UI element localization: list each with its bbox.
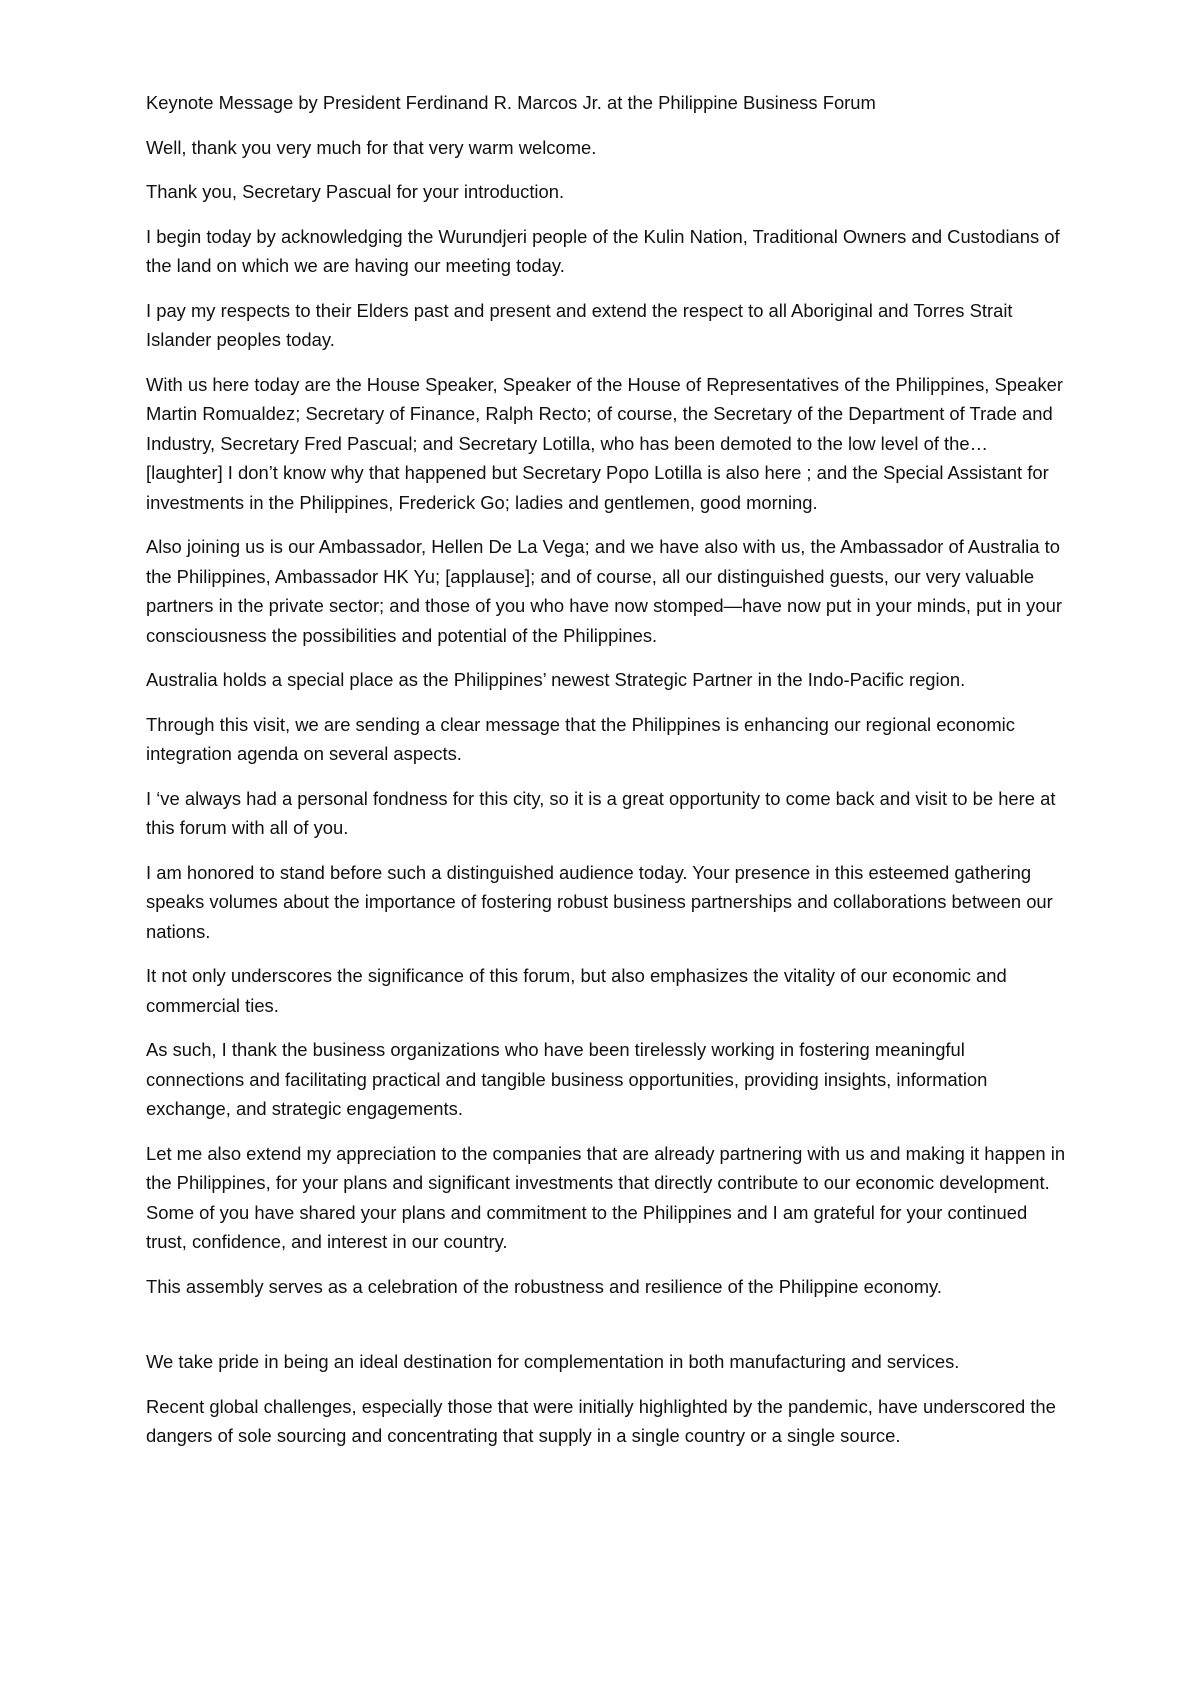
paragraph-respects: I pay my respects to their Elders past and present and extend the respect to all Aboriginal and Torres Strait Islander peoples today. — [146, 299, 1013, 350]
paragraph-thanks-pascual: Thank you, Secretary Pascual for your introduction. — [146, 181, 565, 202]
paragraph-global-challenges: Recent global challenges, especially those that were initially highlighted by the pandemic, have underscored the dangers of sole sourcing and concentrating that supply in a single country or a single source. — [146, 1395, 1056, 1446]
paragraph-business-organizations: As such, I thank the business organizations who have been tirelessly working in fostering meaningful connections and facilitating practical and tangible business opportunities, providing insights, information exchange, and strategic engagements. — [146, 1039, 988, 1119]
paragraph-acknowledgement: I begin today by acknowledging the Wurundjeri people of the Kulin Nation, Traditional Owners and Custodians of the land on which we are having our meeting today. — [146, 225, 1060, 276]
paragraph-welcome: Well, thank you very much for that very warm welcome. — [146, 136, 597, 158]
paragraph-dignitaries: With us here today are the House Speaker, Speaker of the House of Representatives of the Philippines, Speaker Martin Romualdez; Secretary of Finance, Ralph Recto; of course, the Secretary of the Department of Trade and Industry, Secretary Fred Pascual; and Secretary Lotilla, who has been demoted to the low level of the… [laughter] I don’t know why that happened but Secretary Popo Lotilla is also here ; and the Special Assistant for investments in the Philippines, Frederick Go; ladies and gentlemen, good morning. — [146, 373, 1064, 513]
paragraph-ambassadors: Also joining us is our Ambassador, Hellen De La Vega; and we have also with us, the Ambassador of Australia to the Philippines, Ambassador HK Yu; [applause]; and of course, all our distinguished guests, our very valuable partners in the private sector; and those of you who have now stomped—have now put in your minds, put in your consciousness the possibilities and potential of the Philippines. — [146, 536, 1062, 646]
document-body — [146, 88, 1066, 1451]
document-title: Keynote Message by President Ferdinand R. Marcos Jr. at the Philippine Business Forum — [146, 92, 876, 113]
paragraph-clear-message: Through this visit, we are sending a clear message that the Philippines is enhancing our regional economic integration agenda on several aspects. — [146, 713, 1015, 764]
paragraph-significance: It not only underscores the significance of this forum, but also emphasizes the vitality of our economic and commercial ties. — [146, 965, 1007, 1016]
paragraph-pride: We take pride in being an ideal destination for complementation in both manufacturing and services. — [146, 1351, 960, 1372]
paragraph-strategic-partner: Australia holds a special place as the Philippines’ newest Strategic Partner in the Indo-Pacific region. — [146, 669, 966, 690]
paragraph-appreciation: Let me also extend my appreciation to the companies that are already partnering with us and making it happen in the Philippines, for your plans and significant investments that directly contribute to our economic development. Some of you have shared your plans and commitment to the Philippines and I am grateful for your continued trust, confidence, and interest in our country. — [146, 1142, 1066, 1252]
paragraph-fondness: I ‘ve always had a personal fondness for this city, so it is a great opportunity to come back and visit to be here at this forum with all of you. — [146, 787, 1056, 838]
paragraph-honored: I am honored to stand before such a distinguished audience today. Your presence in this esteemed gathering speaks volumes about the importance of fostering robust business partnerships and collaborations between our nations. — [146, 861, 1053, 942]
paragraph-celebration: This assembly serves as a celebration of the robustness and resilience of the Philippine economy. — [146, 1275, 942, 1297]
